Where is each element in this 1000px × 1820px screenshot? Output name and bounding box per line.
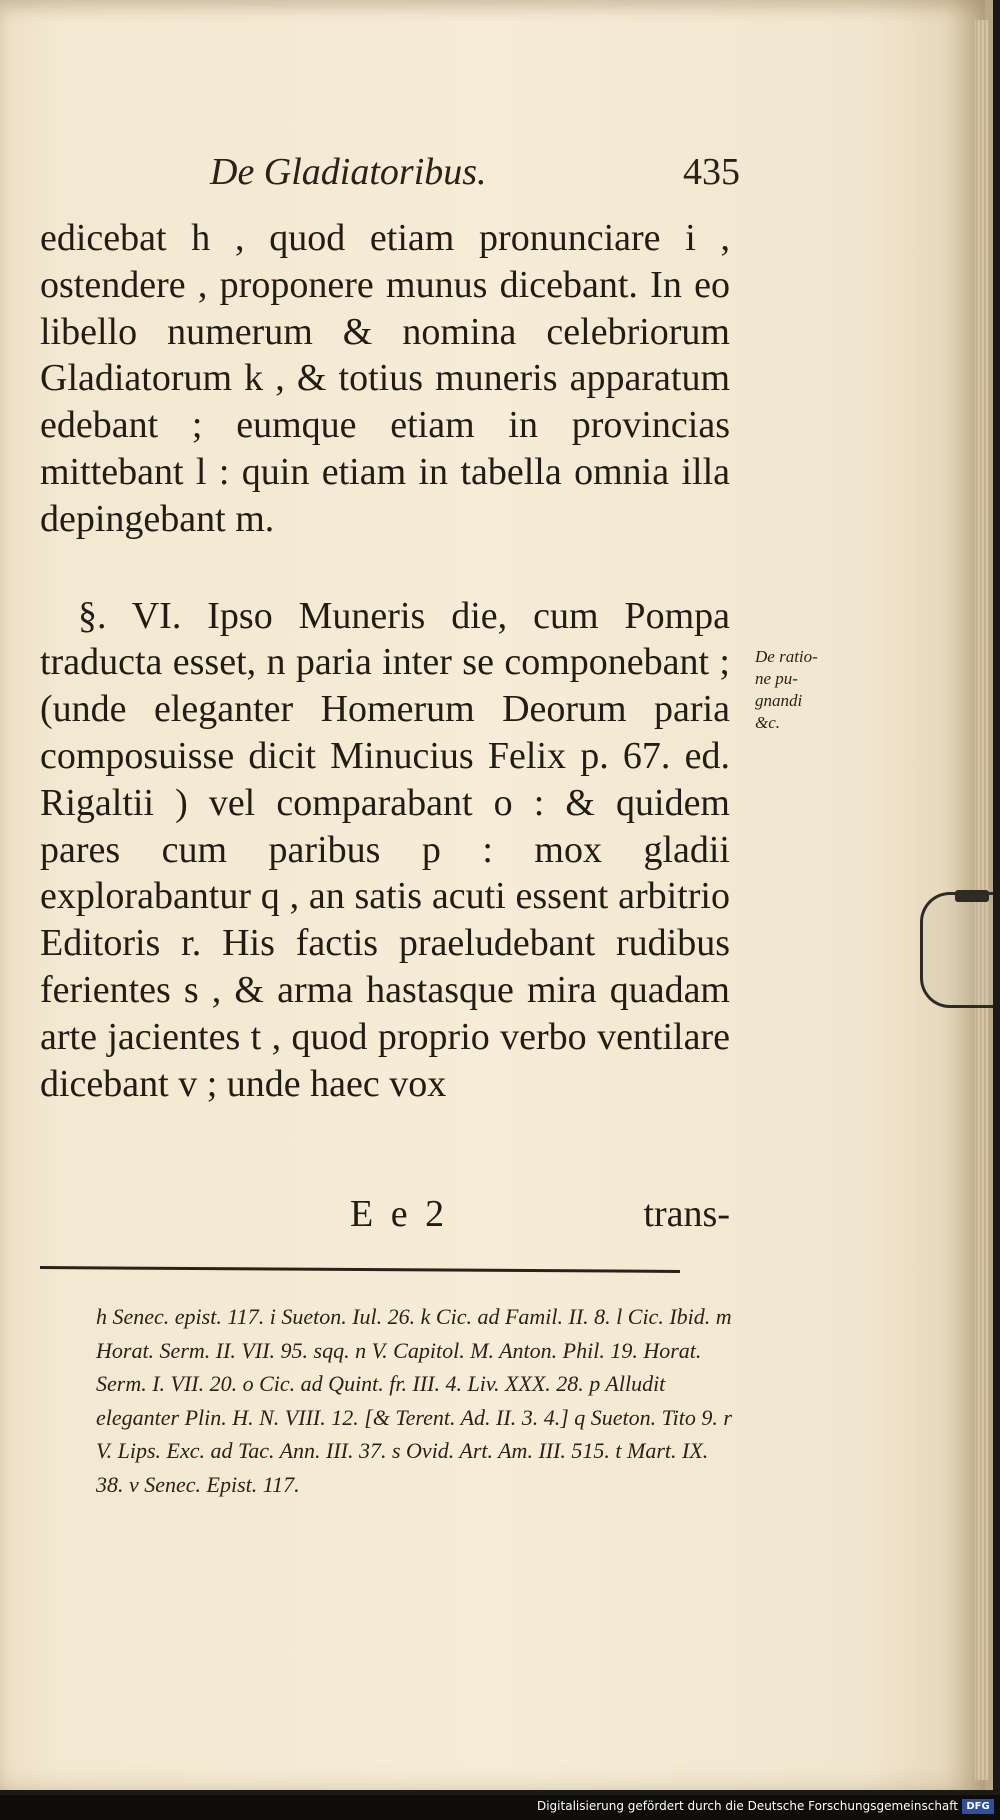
binding-clip [920,892,993,1008]
margin-note-line: gnandi [755,691,803,710]
signature-mark: E e 2 [350,1193,449,1235]
main-text [40,215,730,1107]
running-header [210,150,740,200]
catchline [40,1192,730,1238]
margin-note [755,646,885,734]
paragraph-2: §. VI. Ipso Muneris die, cum Pompa traducta esset, n paria inter se componebant ; (unde eleganter Homerum Deorum paria composuisse dicit Minucius Felix p. 67. ed. Rigaltii ) vel comparabant o : & quidem pares cum paribus p : mox gladii explorabantur q , an satis acuti essent arbitrio Editoris r. His factis praeludebant rudibus ferientes s , & arma hastasque mira quadam arte jacientes t , quod proprio verbo ventilare dicebant v ; unde haec vox [40,594,730,1105]
binding-clip-bar [955,890,989,902]
digitization-credit: Digitalisierung gefördert durch die Deutsche Forschungsgemeinschaft [536,1799,958,1813]
margin-note-line: De ratio- [755,647,818,666]
page-number: 435 [683,151,740,193]
margin-note-line: &c. [755,713,781,732]
running-title: De Gladiatoribus. [210,151,487,193]
catchword: trans- [643,1193,730,1235]
margin-note-line: ne pu- [755,669,798,688]
footer-bar [0,1795,1000,1820]
footnotes: h Senec. epist. 117. i Sueton. Iul. 26. k Cic. ad Famil. II. 8. l Cic. Ibid. m Horat. Serm. II. VII. 95. sqq. n V. Capitol. M. Anton. Phil. 19. Horat. Serm. I. VII. 20. o Cic. ad Quint. fr. III. 4. Liv. XXX. 28. p Alludit eleganter Plin. H. N. VIII. 12. [& Terent. Ad. II. 3. 4.] q Sueton. Tito 9. r V. Lips. Exc. ad Tac. Ann. III. 37. s Ovid. Art. Am. III. 515. t Mart. IX. 38. v Senec. Epist. 117. [96,1304,732,1497]
paragraph-1: edicebat h , quod etiam pronunciare i , ostendere , proponere munus dicebant. In eo libello numerum & nomina celebriorum Gladiatorum k , & totius muneris apparatum edebant ; eumque etiam in provincias mittebant l : quin etiam in tabella omnia illa depingebant m. [40,217,730,540]
dfg-logo: DFG [962,1799,994,1814]
